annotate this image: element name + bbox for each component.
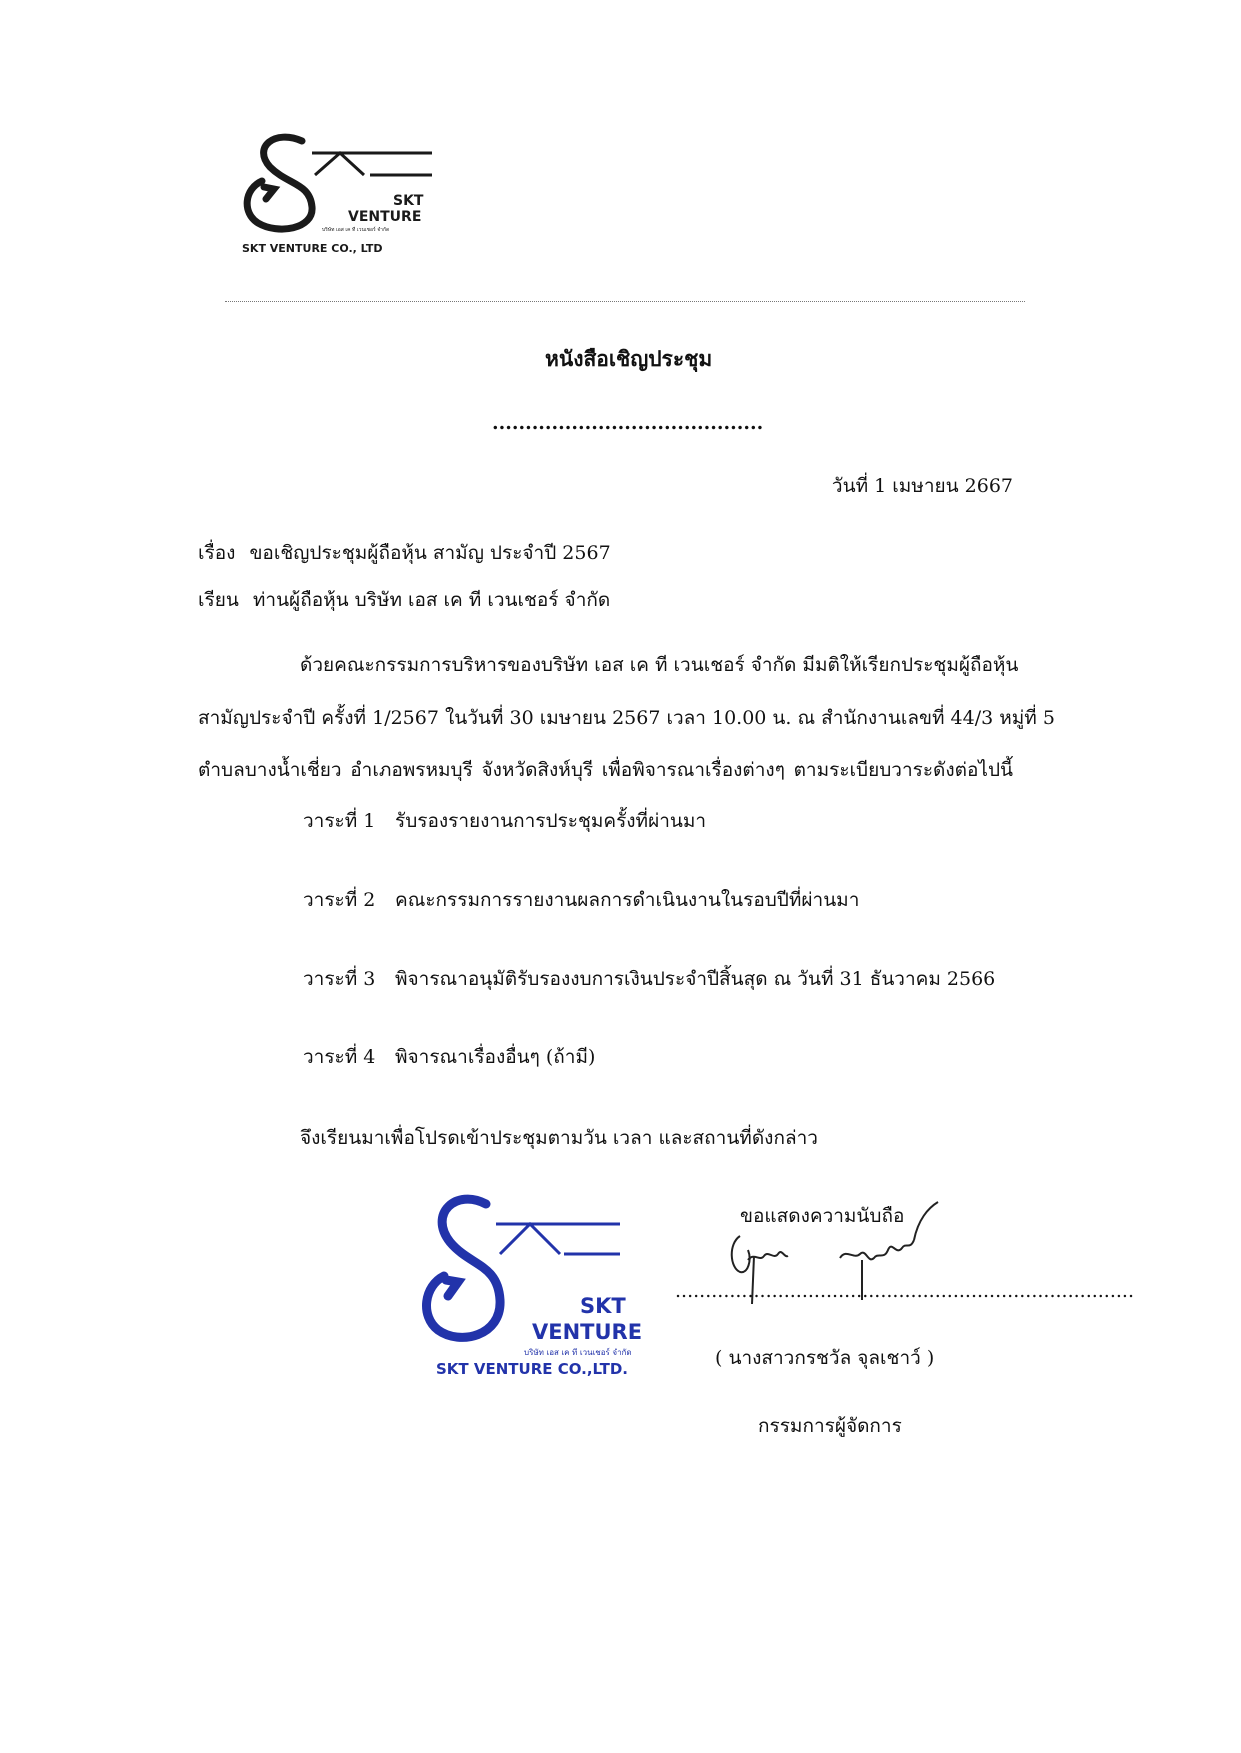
page-title: หนังสือเชิญประชุม bbox=[545, 346, 713, 371]
reference-number: ......................................... bbox=[492, 412, 764, 434]
header-logo bbox=[240, 125, 440, 260]
stamp-company-name: SKT VENTURE CO.,LTD. bbox=[436, 1360, 629, 1378]
header-logo-brand-line1: SKT bbox=[393, 193, 424, 209]
recipient-label: เรียน bbox=[198, 589, 239, 611]
agenda-label: วาระที่ 3 bbox=[303, 968, 376, 990]
agenda-text: พิจารณาอนุมัติรับรองงบการเงินประจำปีสิ้นสุด ณ วันที่ 31 ธันวาคม 2566 bbox=[395, 968, 996, 990]
closing-sentence: จึงเรียนมาเพื่อโปรดเข้าประชุมตามวัน เวลา และสถานที่ดังกล่าว bbox=[300, 1127, 818, 1149]
header-logo-thai-name: บริษัท เอส เค ที เวนเชอร์ จำกัด bbox=[322, 227, 390, 233]
header-divider bbox=[225, 301, 1025, 302]
agenda-text: พิจารณาเรื่องอื่นๆ (ถ้ามี) bbox=[395, 1046, 596, 1068]
agenda-label: วาระที่ 4 bbox=[303, 1046, 376, 1068]
recipient-text: ท่านผู้ถือหุ้น บริษัท เอส เค ที เวนเชอร์ จำกัด bbox=[252, 589, 611, 611]
agenda-text: รับรองรายงานการประชุมครั้งที่ผ่านมา bbox=[395, 810, 707, 832]
header-logo-company-name: SKT VENTURE CO., LTD bbox=[242, 242, 383, 255]
signatory-position: กรรมการผู้จัดการ bbox=[758, 1415, 902, 1437]
agenda-label: วาระที่ 1 bbox=[303, 810, 376, 832]
agenda-text: คณะกรรมการรายงานผลการดำเนินงานในรอบปีที่ผ่านมา bbox=[395, 889, 860, 911]
body-line-2: สามัญประจำปี ครั้งที่ 1/2567 ในวันที่ 30 เมษายน 2567 เวลา 10.00 น. ณ สำนักงานเลขที่ 44/3 หมู่ที่ 5 bbox=[198, 707, 1055, 729]
subject-line bbox=[198, 542, 611, 565]
agenda-label: วาระที่ 2 bbox=[303, 889, 376, 911]
letter-date: วันที่ 1 เมษายน 2667 bbox=[831, 475, 1013, 497]
stamp-brand-line2: VENTURE bbox=[532, 1320, 643, 1344]
body-line-3: ตำบลบางน้ำเชี่ยว อำเภอพรหมบุรี จังหวัดสิงห์บุรี เพื่อพิจารณาเรื่องต่างๆ ตามระเบียบวาระดังต่อไปนี้ bbox=[198, 759, 1013, 781]
recipient-line bbox=[198, 589, 610, 612]
subject-label: เรื่อง bbox=[198, 542, 236, 564]
stamp-thai-name: บริษัท เอส เค ที เวนเชอร์ จำกัด bbox=[524, 1348, 632, 1357]
signatory-name: ( นางสาวกรชวัล จุลเชาว์ ) bbox=[715, 1347, 935, 1369]
company-stamp bbox=[420, 1190, 643, 1390]
body-line-1: ด้วยคณะกรรมการบริหารของบริษัท เอส เค ที เวนเชอร์ จำกัด มีมติให้เรียกประชุมผู้ถือหุ้น bbox=[300, 654, 1019, 676]
header-logo-brand-line2: VENTURE bbox=[348, 209, 422, 225]
signature-dots: ............................................................................ bbox=[675, 1280, 1135, 1302]
stamp-brand-line1: SKT bbox=[580, 1294, 626, 1318]
regards-text: ขอแสดงความนับถือ bbox=[740, 1205, 905, 1227]
subject-text: ขอเชิญประชุมผู้ถือหุ้น สามัญ ประจำปี 2567 bbox=[249, 542, 611, 564]
